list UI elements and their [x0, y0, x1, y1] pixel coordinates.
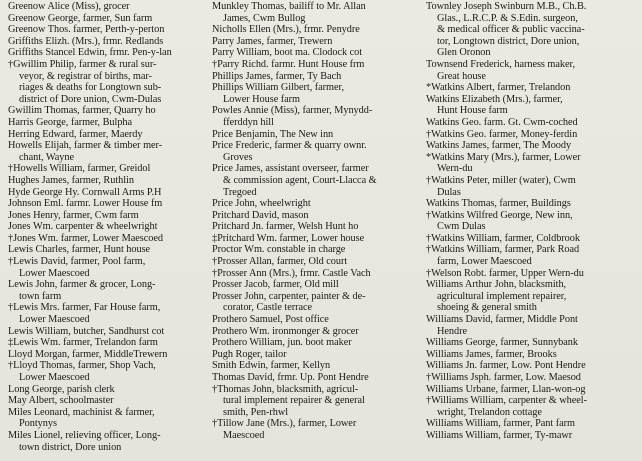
directory-entry-continuation: Lower Maescoed — [19, 314, 90, 326]
directory-entry-continuation: James, Cwm Bullog — [223, 12, 306, 24]
directory-entry: Harris George, farmer, Bulpha — [8, 116, 133, 128]
directory-entry: ‡Pritchard Wm. farmer, Lower house — [212, 232, 365, 244]
directory-entry: Prosser Jacob, farmer, Old mill — [212, 279, 339, 291]
directory-entry: Townsend Frederick, harness maker, — [426, 58, 575, 70]
directory-entry: May Albert, schoolmaster — [8, 395, 114, 407]
directory-entry: Watkins Geo. farm. Gt. Cwm-coched — [426, 116, 578, 128]
directory-entry: †Williams William, carpenter & wheel- — [426, 395, 587, 407]
directory-entry: Prosser John, carpenter, painter & de- — [212, 290, 366, 302]
directory-entry-continuation: Wern-du — [437, 163, 473, 175]
directory-entry: Nicholls Ellen (Mrs.), frmr. Penydre — [212, 24, 360, 36]
directory-entry: †Prosser Ann (Mrs.), frmr. Castle Vach — [212, 267, 371, 279]
directory-entry: Smith Edwin, farmer, Kellyn — [212, 360, 331, 372]
directory-entry-continuation: veyor, & registrar of births, mar- — [19, 70, 152, 82]
directory-entry: Greenow George, farmer, Sun farm — [8, 12, 153, 24]
directory-entry-continuation: chant, Wayne — [19, 151, 74, 163]
directory-entry-continuation: Groves — [223, 151, 253, 163]
directory-entry: Hyde George Hy. Cornwall Arms P.H — [8, 186, 162, 198]
directory-entry: †Watkins Peter, miller (water), Cwm — [426, 174, 576, 186]
directory-column-3 — [426, 1, 640, 461]
directory-entry-continuation: Cwm Dulas — [437, 221, 486, 233]
directory-entry: †Welson Robt. farmer, Upper Wern-du — [426, 267, 584, 279]
directory-entry-continuation: district of Dore union, Cwm-Dulas — [19, 93, 162, 105]
directory-entry: Hughes James, farmer, Ruthlin — [8, 174, 134, 186]
directory-entry: Williams Arthur John, blacksmith, — [426, 279, 567, 291]
directory-entry: Price Frederic, farmer & quarry ownr. — [212, 140, 367, 152]
directory-entry: Miles Leonard, machinist & farmer, — [8, 406, 155, 418]
directory-entry: Long George, parish clerk — [8, 383, 115, 395]
directory-entry: Price Benjamin, The New inn — [212, 128, 334, 140]
directory-entry: Munkley Thomas, bailiff to Mr. Allan — [212, 1, 366, 12]
directory-entry: Jones Henry, farmer, Cwm farm — [8, 209, 139, 221]
directory-entry-continuation: Glen Oronon — [437, 47, 491, 59]
directory-entry-continuation: & commission agent, Court-Llacca & — [223, 174, 377, 186]
directory-entry-continuation: town farm — [19, 290, 62, 302]
directory-entry: *Watkins Mary (Mrs.), farmer, Lower — [426, 151, 581, 163]
directory-entry: †Tillow Jane (Mrs.), farmer, Lower — [212, 418, 357, 430]
directory-entry-continuation: Glas., L.R.C.P. & S.Edin. surgeon, — [437, 12, 578, 24]
directory-entry: †Williams Jsph. farmer, Low. Maesod — [426, 372, 581, 383]
directory-entry-continuation: Great house — [437, 70, 486, 82]
directory-entry: Parry James, farmer, Trewern — [212, 35, 333, 47]
directory-entry: Watkins James, farmer, The Moody — [426, 140, 572, 152]
directory-entry-continuation: fferddyn hill — [223, 116, 274, 128]
directory-entry: Phillips William Gilbert, farmer, — [212, 82, 345, 94]
directory-entry-continuation: Lower Maescoed — [19, 372, 90, 383]
directory-entry: Lloyd Morgan, farmer, MiddleTrewern — [8, 348, 168, 360]
directory-entry: †Lloyd Thomas, farmer, Shop Vach, — [8, 360, 156, 372]
directory-entry: Powles Annie (Miss), farmer, Mynydd- — [212, 105, 373, 117]
directory-entry-continuation: Dulas — [437, 186, 461, 198]
directory-entry: Parry William, boot ma. Clodock cot — [212, 47, 363, 59]
directory-entry: Greenow Alice (Miss), grocer — [8, 1, 130, 12]
directory-entry: Williams George, farmer, Sunnybank — [426, 337, 578, 349]
directory-entry: †Thomas John, blacksmith, agricul- — [212, 383, 359, 395]
directory-entry-continuation: shoeing & general smith — [437, 302, 537, 314]
directory-entry: Johnson Eml. farmr. Lower House fm — [8, 198, 163, 210]
directory-entry-continuation: tural implement repairer & general — [223, 395, 365, 407]
directory-entry-continuation: tor, Longtown district, Dore union, — [437, 35, 580, 47]
directory-entry: Griffiths Stancel Edwin, frmr. Pen-y-lan — [8, 47, 172, 59]
directory-entry-continuation: Hendre — [437, 325, 468, 337]
directory-entry: Phillips James, farmer, Ty Bach — [212, 70, 342, 82]
directory-entry-continuation: agricultural implement repairer, — [437, 290, 567, 302]
directory-entry: Greenow Thos. farmer, Perth-y-perton — [8, 24, 165, 36]
directory-entry-continuation: wright, Trelandon cottage — [437, 406, 542, 418]
directory-entry-continuation: corator, Castle terrace — [223, 302, 313, 314]
directory-entry-continuation: Tregoed — [223, 186, 257, 198]
directory-entry: †Watkins Geo. farmer, Money-ferdin — [426, 128, 578, 140]
directory-entry: Prothero Wm. ironmonger & grocer — [212, 325, 359, 337]
directory-entry-continuation: Hunt House farm — [437, 105, 508, 117]
directory-entry: Williams William, farmer, Pant farm — [426, 418, 575, 430]
directory-entry-continuation: & medical officer & public vaccina- — [437, 24, 585, 36]
directory-entry: Jones Wm. carpenter & wheelwright — [8, 221, 158, 233]
directory-entry-continuation: smith, Pen-rhwl — [223, 406, 289, 418]
directory-entry: Gwillim Thomas, farmer, Quarry ho — [8, 105, 156, 117]
directory-entry-continuation: Maescoed — [223, 429, 265, 441]
directory-entry: Lewis John, farmer & grocer, Long- — [8, 279, 156, 291]
directory-entry: Thomas David, frmr. Up. Pont Hendre — [212, 372, 369, 383]
directory-entry: Pritchard Jn. farmer, Welsh Hunt ho — [212, 221, 359, 233]
directory-entry: Herring Edward, farmer, Maerdy — [8, 128, 143, 140]
directory-entry: Lewis William, butcher, Sandhurst cot — [8, 325, 165, 337]
directory-entry: Williams David, farmer, Middle Pont — [426, 314, 578, 326]
directory-entry-continuation: town district, Dore union — [19, 441, 122, 453]
directory-entry: Williams William, farmer, Ty-mawr — [426, 429, 573, 441]
directory-entry: Proctor Wm. constable in charge — [212, 244, 346, 256]
directory-entry: †Jones Wm. farmer, Lower Maescoed — [8, 232, 164, 244]
directory-entry: Pugh Roger, tailor — [212, 348, 287, 360]
directory-entry: †Prosser Allan, farmer, Old court — [212, 256, 348, 268]
directory-entry: Lewis Charles, farmer, Hunt house — [8, 244, 151, 256]
directory-entry: †Howells William, farmer, Greidol — [8, 163, 151, 175]
directory-entry-continuation: Pontynys — [19, 418, 57, 430]
directory-entry: Williams Jn. farmer, Low. Pont Hendre — [426, 360, 586, 372]
directory-entry: †Lewis Mrs. farmer, Far House farm, — [8, 302, 161, 314]
directory-entry: Prothero Samuel, Post office — [212, 314, 329, 326]
directory-entry: Howells Elijah, farmer & timber mer- — [8, 140, 163, 152]
directory-entry: Williams James, farmer, Brooks — [426, 348, 557, 360]
directory-entry: Prothero William, jun. boot maker — [212, 337, 352, 349]
directory-entry: Watkins Thomas, farmer, Buildings — [426, 198, 571, 210]
directory-entry: †Watkins Wilfred George, New inn, — [426, 209, 573, 221]
directory-entry-continuation: farm, Lower Maescoed — [437, 256, 532, 268]
directory-entry: Price James, assistant overseer, farmer — [212, 163, 369, 175]
directory-column-1 — [8, 1, 210, 461]
directory-entry: ‡Lewis Wm. farmer, Trelandon farm — [8, 337, 158, 349]
directory-entry-continuation: riages & deaths for Longtown sub- — [19, 82, 162, 94]
directory-entry: †Lewis David, farmer, Pool farm, — [8, 256, 146, 268]
directory-entry: Watkins Elizabeth (Mrs.), farmer, — [426, 93, 563, 105]
directory-entry: †Parry Richd. farmr. Hunt House frm — [212, 58, 365, 70]
directory-entry: †Watkins William, farmer, Park Road — [426, 244, 580, 256]
directory-entry: *Watkins Albert, farmer, Trelandon — [426, 82, 571, 94]
directory-entry: Griffiths Elizh. (Mrs.), frmr. Redlands — [8, 35, 164, 47]
directory-entry-continuation: Lower Maescoed — [19, 267, 90, 279]
directory-entry: Pritchard David, mason — [212, 209, 309, 221]
directory-entry: Miles Lionel, relieving officer, Long- — [8, 429, 161, 441]
directory-entry-continuation: Lower House farm — [223, 93, 300, 105]
directory-entry: †Gwillim Philip, farmer & rural sur- — [8, 58, 157, 70]
directory-entry: Townley Joseph Swinburn M.B., Ch.B. — [426, 1, 587, 12]
directory-entry: Price John, wheelwright — [212, 198, 311, 210]
directory-column-2 — [212, 1, 424, 461]
directory-entry: Williams Urbane, farmer, Llan-won-og — [426, 383, 586, 395]
directory-entry: †Watkins William, farmer, Coldbrook — [426, 232, 580, 244]
